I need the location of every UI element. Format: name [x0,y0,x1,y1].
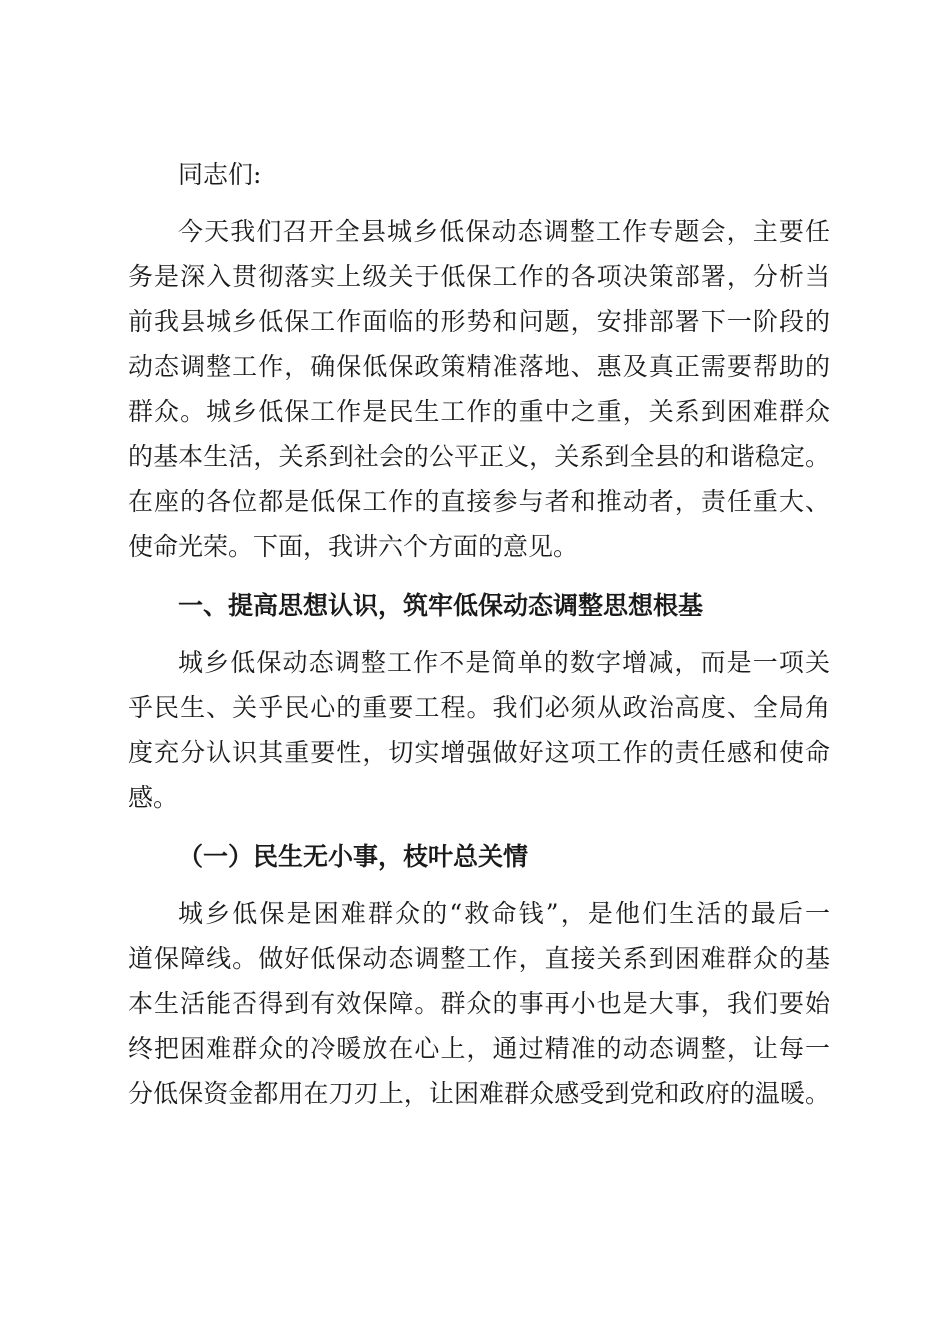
intro-line: 在座的各位都是低保工作的直接参与者和推动者，责任重大、 [128,487,830,516]
paragraph-line: 乎民生、关乎民心的重要工程。我们必须从政治高度、全局角 [128,693,830,722]
document-page [128,152,830,1116]
paragraph-line: 分低保资金都用在刀刃上，让困难群众感受到党和政府的温暖。 [128,1079,830,1108]
paragraph-line: 感。 [128,783,179,812]
section-heading: 一、提高思想认识，筑牢低保动态调整思想根基 [178,591,704,620]
paragraph-line: 本生活能否得到有效保障。群众的事再小也是大事，我们要始 [128,989,830,1018]
intro-line: 使命光荣。下面，我讲六个方面的意见。 [128,532,579,561]
intro-line: 动态调整工作，确保低保政策精准落地、惠及真正需要帮助的 [128,352,830,381]
intro-line: 的基本生活，关系到社会的公平正义，关系到全县的和谐稳定。 [128,442,830,471]
paragraph-line: 道保障线。做好低保动态调整工作，直接关系到困难群众的基 [128,944,830,973]
paragraph-line: 城乡低保动态调整工作不是简单的数字增减，而是一项关 [178,648,830,677]
intro-line: 群众。城乡低保工作是民生工作的重中之重，关系到困难群众 [128,397,830,426]
subsection-heading: （一）民生无小事，枝叶总关情 [178,842,529,871]
salutation: 同志们: [178,160,262,189]
intro-line: 今天我们召开全县城乡低保动态调整工作专题会，主要任 [178,217,830,246]
paragraph-line: 终把困难群众的冷暖放在心上，通过精准的动态调整，让每一 [128,1034,830,1063]
intro-line: 前我县城乡低保工作面临的形势和问题，安排部署下一阶段的 [128,307,830,336]
paragraph-line: 城乡低保是困难群众的“救命钱”，是他们生活的最后一 [178,899,830,928]
paragraph-line: 度充分认识其重要性，切实增强做好这项工作的责任感和使命 [128,738,830,767]
intro-line: 务是深入贯彻落实上级关于低保工作的各项决策部署，分析当 [128,262,830,291]
